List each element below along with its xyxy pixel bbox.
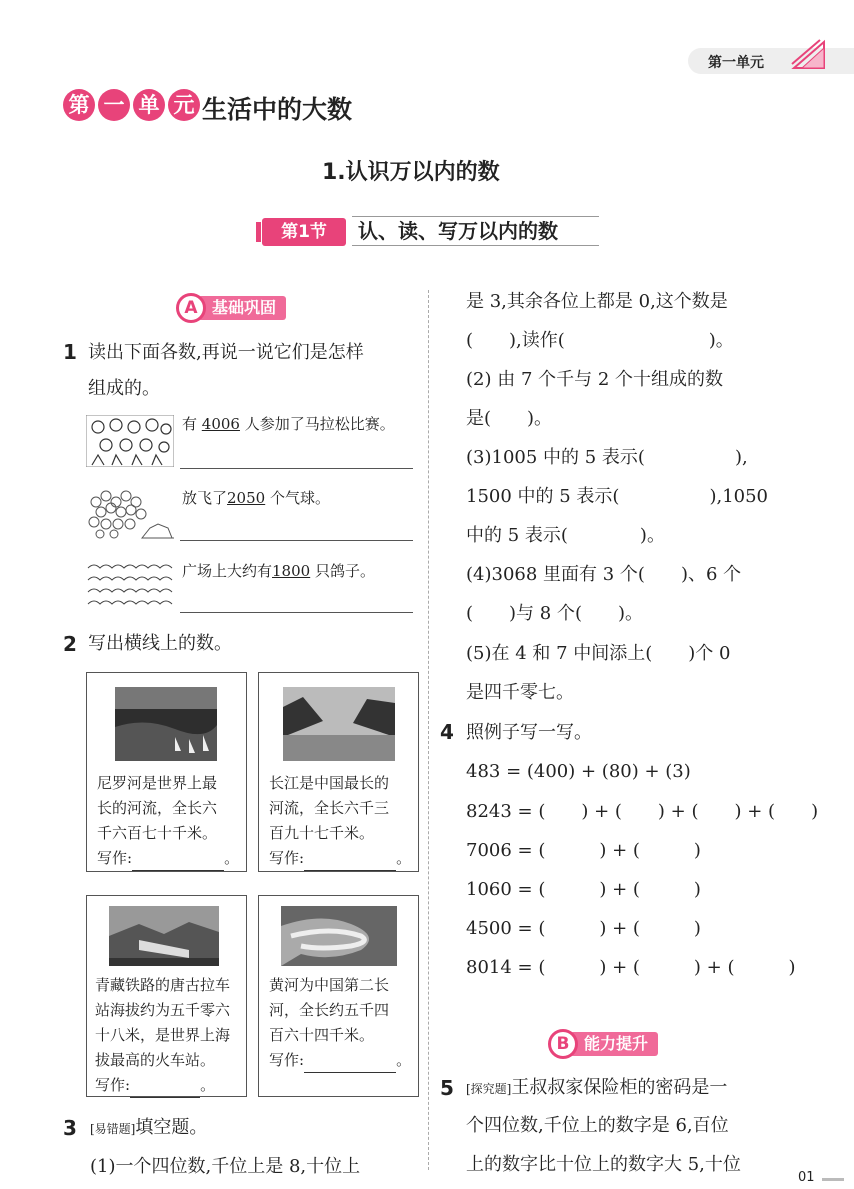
write-label: 写作: bbox=[269, 849, 305, 867]
unit-badge-char: 第 bbox=[63, 89, 95, 121]
q1-item-text: 个气球。 bbox=[265, 489, 330, 507]
level-b-badge bbox=[548, 1029, 658, 1059]
yangtze-photo bbox=[283, 687, 395, 761]
card-line: 河，全长约五千四 bbox=[269, 1001, 390, 1019]
q2-text: 写出横线上的数。 bbox=[88, 633, 232, 654]
q5-line3: 上的数字比十位上的数字大 5,十位 bbox=[466, 1154, 741, 1175]
level-a-label: 基础巩固 bbox=[198, 296, 286, 320]
q3-p4-line2: ( )与 8 个( )。 bbox=[466, 603, 643, 624]
card-line: 百九十七千米。 bbox=[269, 824, 375, 842]
q3-tag: [易错题] bbox=[90, 1122, 136, 1136]
card-line: 河流，全长六千三 bbox=[269, 799, 390, 817]
question-number: 5 bbox=[440, 1076, 454, 1100]
card-line: 青藏铁路的唐古拉车 bbox=[95, 976, 231, 994]
card-line: 千六百七十千米。 bbox=[97, 824, 218, 842]
q4-text: 照例子写一写。 bbox=[466, 722, 592, 743]
card-line: 十八米，是世界上海 bbox=[95, 1026, 231, 1044]
balloons-illustration bbox=[86, 488, 174, 540]
q1-item-number: 4006 bbox=[201, 415, 240, 433]
question-number: 3 bbox=[63, 1116, 77, 1140]
q1-item-marathon bbox=[182, 413, 395, 434]
q4-row[interactable]: 8243 = ( ) + ( ) + ( ) + ( ) bbox=[466, 801, 819, 822]
q3-p5-line2: 是四千零七。 bbox=[466, 682, 574, 703]
q1-item-text: 只鸽子。 bbox=[310, 562, 375, 580]
q5-text: 王叔叔家保险柜的密码是一 bbox=[511, 1077, 728, 1098]
marathon-runners-illustration bbox=[86, 415, 174, 467]
unit-badge-char: 单 bbox=[133, 89, 165, 121]
q1-item-text: 广场上大约有 bbox=[182, 562, 273, 580]
page-bar bbox=[822, 1178, 844, 1181]
question-number: 1 bbox=[63, 340, 77, 364]
unit-badge-char: 元 bbox=[168, 89, 200, 121]
q1-item-text: 有 bbox=[182, 415, 202, 433]
question-number: 2 bbox=[63, 632, 77, 656]
section-badge: 第1节 bbox=[262, 218, 346, 246]
unit-tab-label: 第一单元 bbox=[708, 55, 764, 71]
card-nile: 尼罗河是世界上最 长的河流，全长六 千六百七十千米。 写作: 。 bbox=[86, 672, 247, 872]
q4-example-row: 483 = (400) + (80) + (3) bbox=[466, 761, 691, 782]
card-line: 长江是中国最长的 bbox=[269, 774, 390, 792]
q1-item-number: 1800 bbox=[272, 562, 311, 580]
q4-row[interactable]: 1060 = ( ) + ( ) bbox=[466, 879, 701, 900]
q3-p4-line1: (4)3068 里面有 3 个( )、6 个 bbox=[466, 564, 742, 585]
write-blank[interactable] bbox=[130, 1082, 200, 1098]
q5-line2: 个四位数,千位上的数字是 6,百位 bbox=[466, 1115, 729, 1136]
answer-line[interactable] bbox=[180, 540, 413, 541]
q1-item-balloons bbox=[182, 487, 330, 508]
q4-row[interactable]: 8014 = ( ) + ( ) + ( ) bbox=[466, 957, 796, 978]
card-tanggula: 青藏铁路的唐古拉车 站海拔约为五千零六 十八米，是世界上海 拔最高的火车站。 写作: 。 bbox=[86, 895, 247, 1097]
q5-line1 bbox=[466, 1068, 727, 1109]
q1-line1: 读出下面各数,再说一说它们是怎样 bbox=[88, 342, 364, 363]
card-yellow-river: 黄河为中国第二长 河，全长约五千四 百六十四千米。 写作: 。 bbox=[258, 895, 419, 1097]
train-photo bbox=[109, 906, 219, 966]
q3-text: 填空题。 bbox=[135, 1117, 208, 1138]
q3-p2-line2: 是( )。 bbox=[466, 408, 553, 429]
column-divider bbox=[428, 290, 429, 1170]
q3-p3-line2: 1500 中的 5 表示( ),1050 bbox=[466, 486, 768, 507]
q3-p1-line2: 是 3,其余各位上都是 0,这个数是 bbox=[466, 291, 728, 312]
q3-p5-line1: (5)在 4 和 7 中间添上( )个 0 bbox=[466, 643, 731, 664]
write-label: 写作: bbox=[95, 1076, 131, 1094]
nile-photo bbox=[115, 687, 217, 761]
q4-row[interactable]: 7006 = ( ) + ( ) bbox=[466, 840, 701, 861]
q1-item-text: 人参加了马拉松比赛。 bbox=[239, 415, 395, 433]
card-line: 黄河为中国第二长 bbox=[269, 976, 390, 994]
section-title: 认、读、写万以内的数 bbox=[352, 216, 599, 246]
question-number: 4 bbox=[440, 720, 454, 744]
card-yangtze: 长江是中国最长的 河流，全长六千三 百九十七千米。 写作: 。 bbox=[258, 672, 419, 872]
unit-badge bbox=[63, 89, 200, 121]
q3-p1-line1: (1)一个四位数,千位上是 8,十位上 bbox=[90, 1156, 361, 1177]
q1-item-text: 放飞了 bbox=[182, 489, 228, 507]
triangle-ruler-icon bbox=[790, 38, 830, 72]
q1-line2: 组成的。 bbox=[88, 378, 160, 399]
write-label: 写作: bbox=[97, 849, 133, 867]
answer-line[interactable] bbox=[180, 612, 413, 613]
answer-line[interactable] bbox=[180, 468, 413, 469]
card-line: 拔最高的火车站。 bbox=[95, 1051, 216, 1069]
q4-row[interactable]: 4500 = ( ) + ( ) bbox=[466, 918, 701, 939]
level-b-label: 能力提升 bbox=[570, 1032, 658, 1056]
card-line: 站海拔约为五千零六 bbox=[95, 1001, 231, 1019]
yellow-river-photo bbox=[281, 906, 397, 966]
q3-p2-line1: (2) 由 7 个千与 2 个十组成的数 bbox=[466, 369, 724, 390]
write-blank[interactable] bbox=[132, 855, 224, 871]
card-line: 长的河流，全长六 bbox=[97, 799, 218, 817]
level-a-letter: A bbox=[176, 293, 206, 323]
card-line: 百六十四千米。 bbox=[269, 1026, 375, 1044]
q5-tag: [探究题] bbox=[466, 1082, 512, 1096]
q3-p1-line3: ( ),读作( )。 bbox=[466, 330, 734, 351]
unit-badge-char: 一 bbox=[98, 89, 130, 121]
section-badge-marker bbox=[256, 222, 261, 242]
write-blank[interactable] bbox=[304, 1057, 396, 1073]
q3-p3-line3: 中的 5 表示( )。 bbox=[466, 525, 665, 546]
unit-title: 生活中的大数 bbox=[202, 95, 353, 124]
lesson-title: 1.认识万以内的数 bbox=[322, 160, 500, 185]
q1-item-pigeons bbox=[182, 560, 375, 581]
write-blank[interactable] bbox=[304, 855, 396, 871]
q3-header bbox=[90, 1108, 207, 1149]
write-label: 写作: bbox=[269, 1051, 305, 1069]
level-a-badge bbox=[176, 293, 286, 323]
q3-p3-line1: (3)1005 中的 5 表示( ), bbox=[466, 447, 748, 468]
pigeons-illustration bbox=[86, 560, 174, 612]
level-b-letter: B bbox=[548, 1029, 578, 1059]
card-line: 尼罗河是世界上最 bbox=[97, 774, 218, 792]
page-number: 01 bbox=[798, 1170, 815, 1185]
q1-item-number: 2050 bbox=[227, 489, 266, 507]
